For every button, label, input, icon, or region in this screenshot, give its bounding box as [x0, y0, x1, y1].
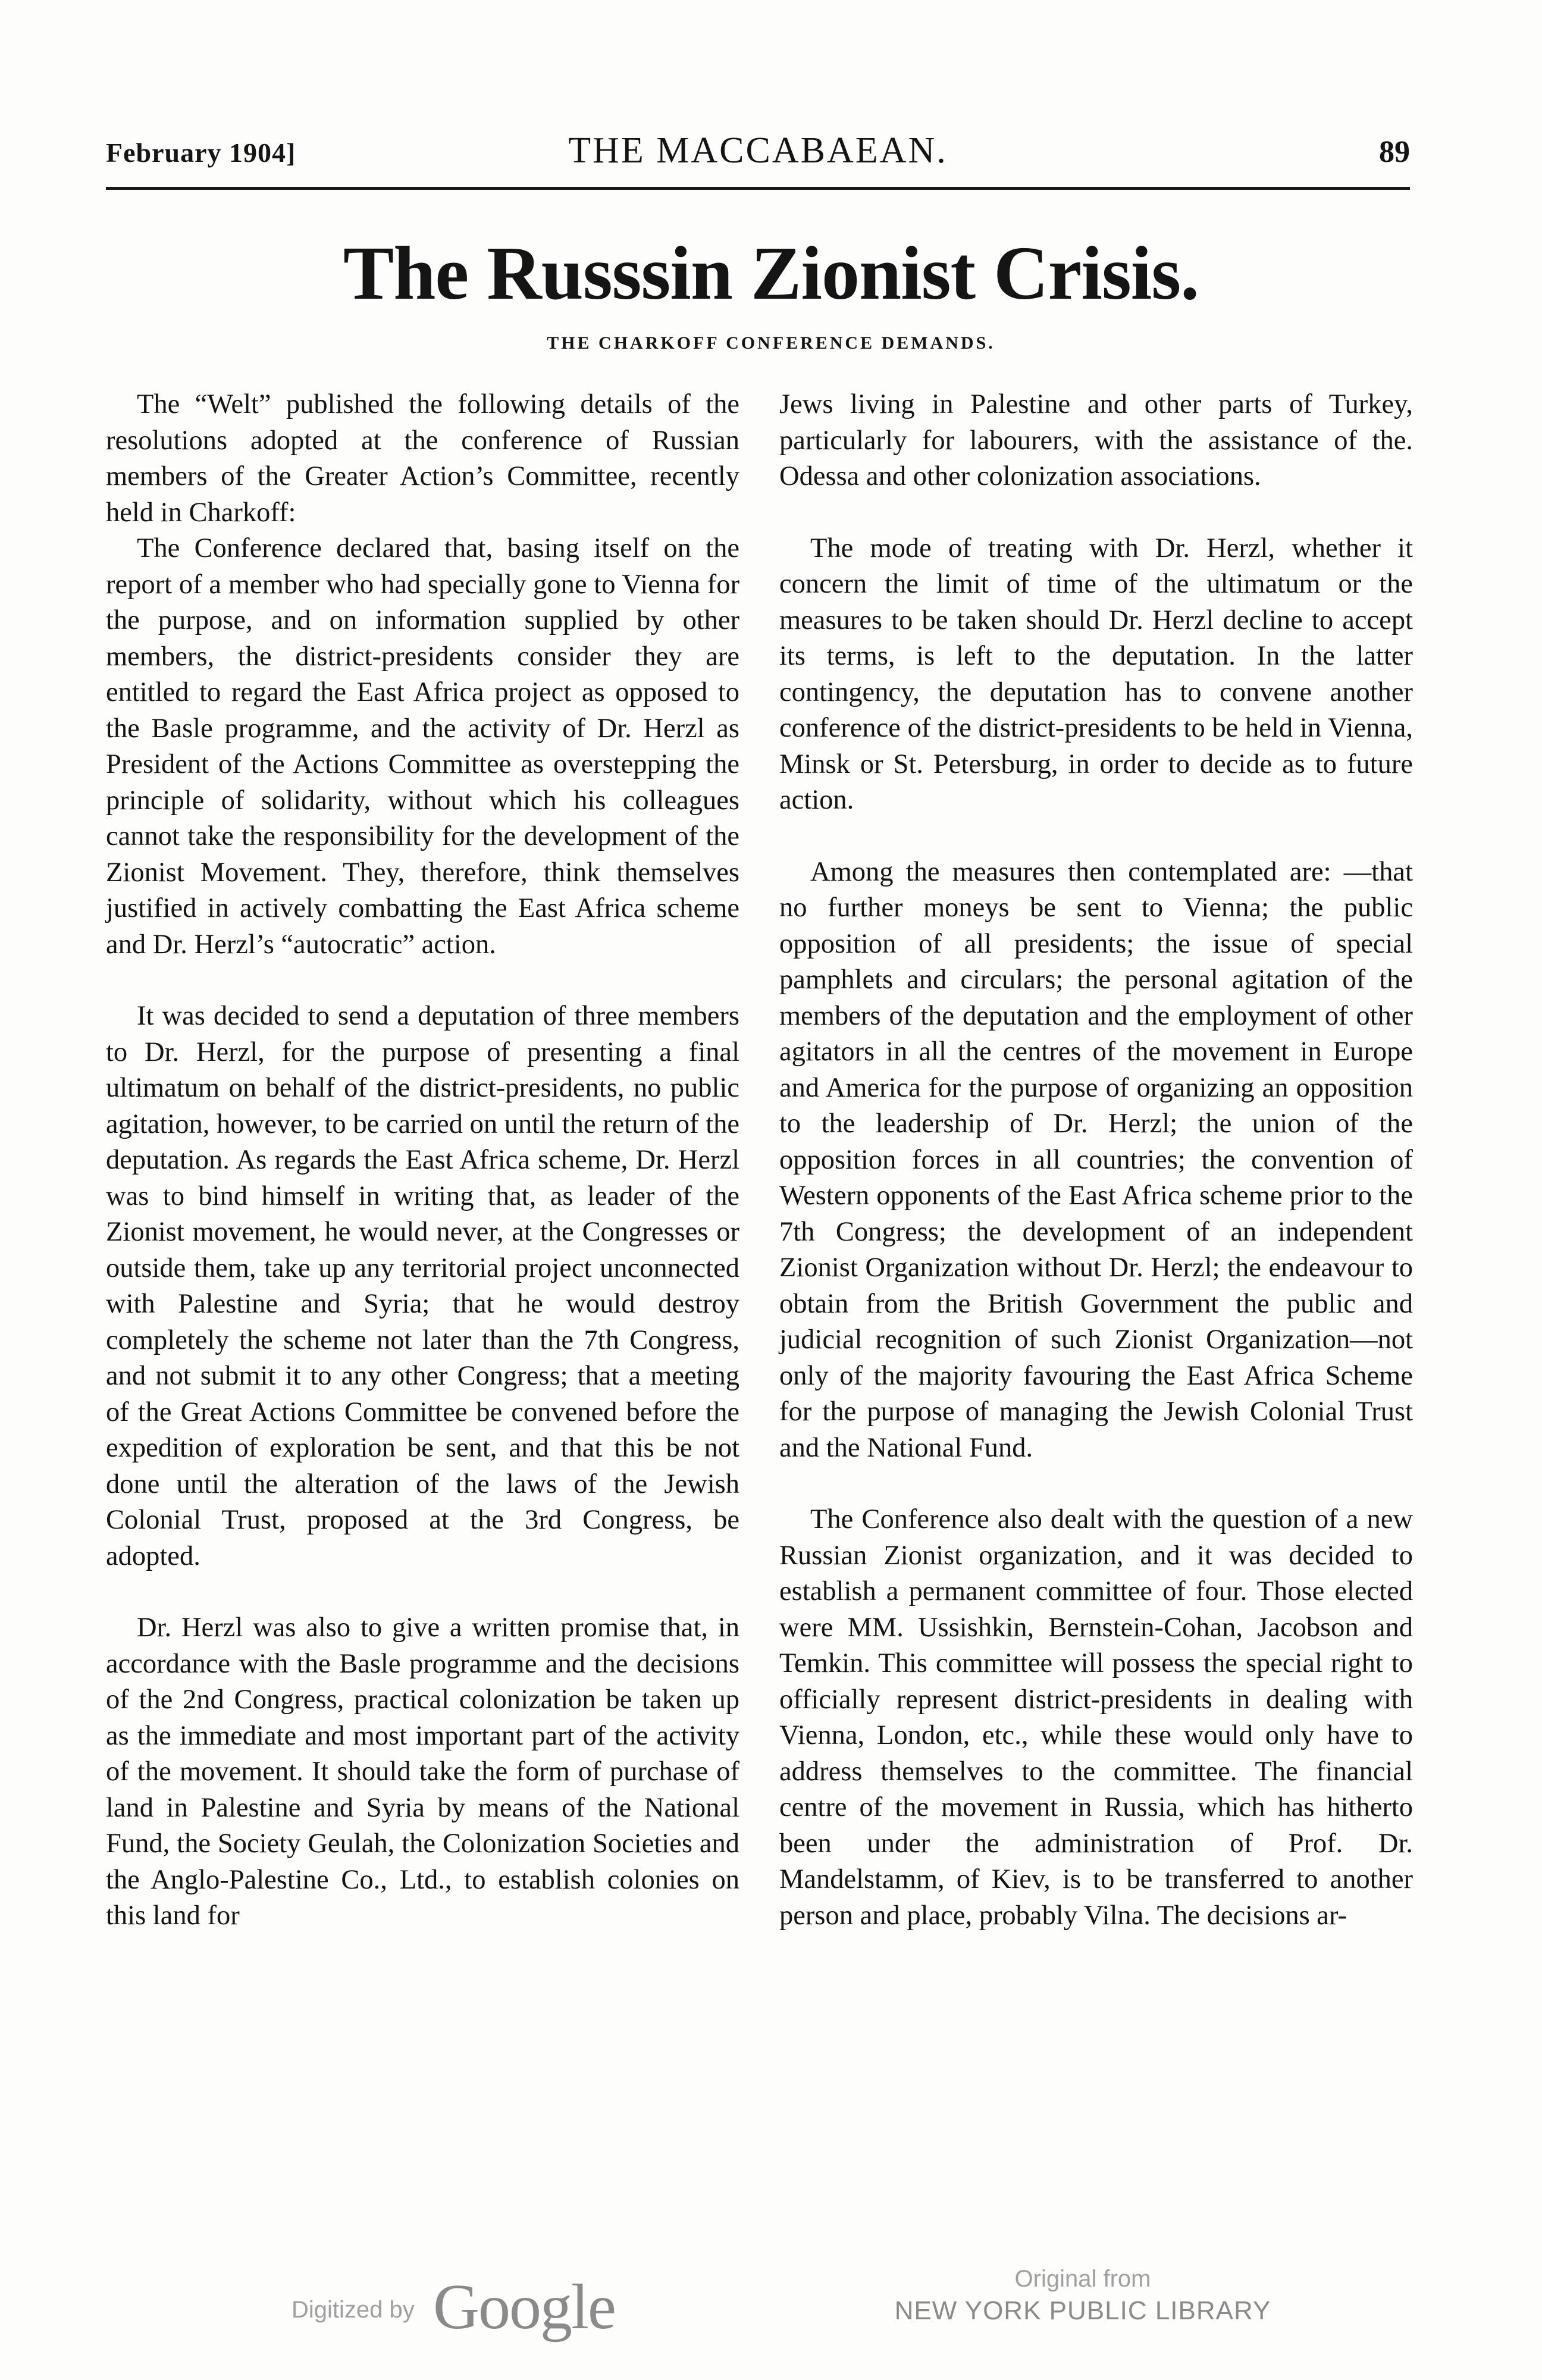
left-column [106, 387, 739, 1934]
paragraph: It was decided to send a deputation of three members to Dr. Herzl, for the purpose of presenting a final ultimatum on behalf of the district-presidents, no public agitation, however, to be carried on until the return of the deputation. As regards the East Africa scheme, Dr. Herzl was to bind himself in writing that, as leader of the Zionist movement, he would never, at the Congresses or outside them, take up any territorial project unconnected with Palestine and Syria; that he would destroy completely the scheme not later than the 7th Congress, and not submit it to any other Congress; that a meeting of the Great Actions Committee be convened before the expedition of exploration be sent, and that this be not done until the alteration of the laws of the Jewish Colonial Trust, proposed at the 3rd Congress, be adopted. [106, 1001, 739, 1571]
paragraph: Among the measures then contemplated are: —that no further moneys be sent to Vienna; the public opposition of all presidents; the issue of special pamphlets and circulars; the personal agitation of the members of the deputation and the employment of other agitators in all the centres of the movement in Europe and America for the purpose of organizing an opposition to the leadership of Dr. Herzl; the union of the opposition forces in all countries; the convention of Western opponents of the East Africa scheme prior to the 7th Congress; the development of an independent Zionist Organization without Dr. Herzl; the endeavour to obtain from the British Government the public and judicial recognition of such Zionist Organization—not only of the majority favouring the East Africa Scheme for the purpose of managing the Jewish Colonial Trust and the National Fund. [779, 856, 1413, 1463]
article-subtitle: THE CHARKOFF CONFERENCE DEMANDS. [547, 333, 995, 353]
paragraph: The Conference declared that, basing itself on the report of a member who had specially gone to Vienna for the purpose, and on information supplied by other members, the district-presidents consider they are entitled to regard the East Africa project as opposed to the Basle programme, and the activity of Dr. Herzl as President of the Actions Committee as overstepping the principle of solidarity, without which his colleagues cannot take the responsibility for the development of the Zionist Movement. They, therefore, think themselves justified in actively combatting the East Africa scheme and Dr. Herzl’s “autocratic” action. [106, 533, 739, 960]
header-rule [106, 187, 1410, 190]
right-column [779, 387, 1413, 1934]
publication-title: THE MACCABAEAN. [568, 130, 948, 171]
paragraph: Jews living in Palestine and other parts of Turkey, particularly for labourers, with the assistance of the. Odessa and other colonization associations. [779, 389, 1413, 491]
digitized-by-watermark [292, 2261, 648, 2356]
original-from-label: Original from [1014, 2266, 1151, 2292]
paragraph: The mode of treating with Dr. Herzl, whether it concern the limit of time of the ultimatum or the measures to be taken should Dr. Herzl decline to accept its terms, is left to the deputation. In the latter contingency, the deputation has to convene another conference of the district-presidents to be held in Vienna, Minsk or St. Petersburg, in order to decide as to future action. [779, 533, 1413, 815]
running-header [106, 130, 1410, 177]
page-number: 89 [1379, 135, 1410, 169]
digitized-by-label: Digitized by [292, 2297, 415, 2323]
paragraph: The “Welt” published the following details of the resolutions adopted at the conference of Russian members of the Greater Action’s Committee, recently held in Charkoff: [106, 389, 739, 528]
article-title: The Russsin Zionist Crisis. [343, 231, 1199, 315]
source-library-watermark [875, 2261, 1291, 2356]
paragraph: The Conference also dealt with the question of a new Russian Zionist organization, and it was decided to establish a permanent committee of four. Those elected were MM. Ussishkin, Bernstein-Cohan, Jacobson and Temkin. This committee will possess the special right to officially represent district-presidents in dealing with Vienna, London, etc., while these would only have to address themselves to the committee. The financial centre of the movement in Russia, which has hitherto been under the administration of Prof. Dr. Mandelstamm, of Kiev, is to be transferred to another person and place, probably Vilna. The decisions ar- [779, 1504, 1413, 1931]
paragraph: Dr. Herzl was also to give a written promise that, in accordance with the Basle programme and the decisions of the 2nd Congress, practical colonization be taken up as the immediate and most important part of the activity of the movement. It should take the form of purchase of land in Palestine and Syria by means of the National Fund, the Society Geulah, the Colonization Societies and the Anglo-Palestine Co., Ltd., to establish colonies on this land for [106, 1612, 739, 1931]
google-logo: Google [433, 2272, 615, 2343]
issue-date: February 1904] [106, 137, 296, 168]
library-name: NEW YORK PUBLIC LIBRARY [894, 2296, 1271, 2325]
